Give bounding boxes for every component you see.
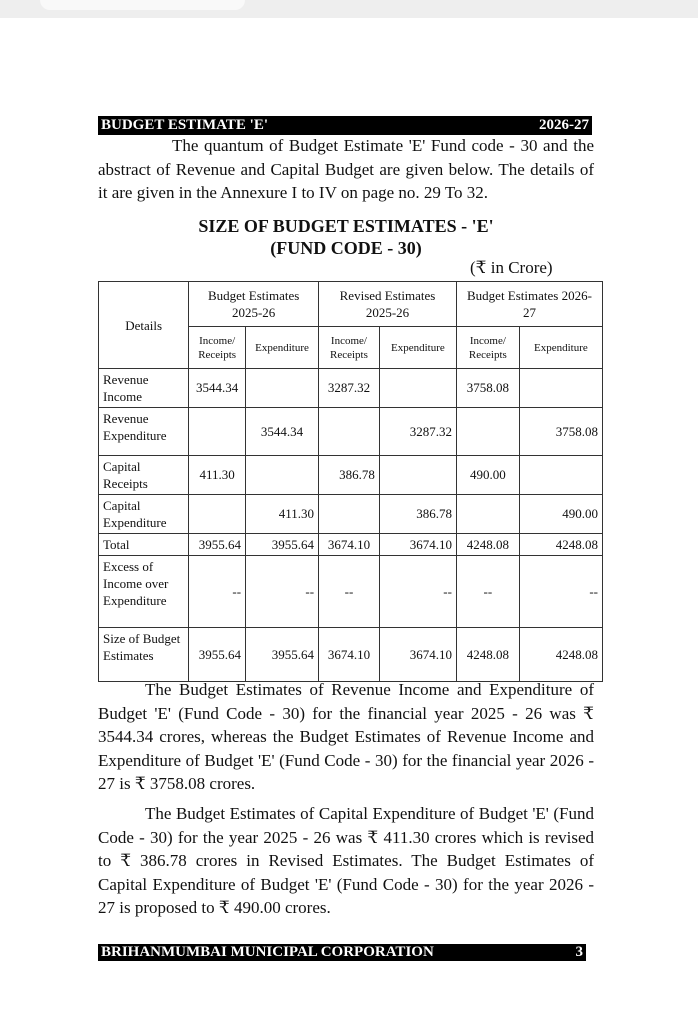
table-row: [99, 556, 603, 628]
paragraph-revenue: The Budget Estimates of Revenue Income and Expenditure of Budget 'E' (Fund Code - 30) for the financial year 2025 - 26 was ₹ 3544.34 crores, whereas the Budget Estimates of Revenue Income and Expenditure of Budget 'E' (Fund Code - 30) for the financial year 2026 - 27 is ₹ 3758.08 crores.: [98, 680, 594, 793]
subheader-expenditure: Expenditure: [379, 327, 456, 369]
table-cell: --: [456, 556, 519, 628]
intro-paragraph: The quantum of Budget Estimate 'E' Fund code - 30 and the abstract of Revenue and Capital Budget are given below. The details of it are given in the Annexure I to IV on page no. 29 To 32.: [98, 136, 594, 202]
subheader-income: Income/ Receipts: [189, 327, 246, 369]
section-subtitle: (FUND CODE - 30): [270, 238, 422, 258]
table-cell: 411.30: [189, 456, 246, 495]
row-label: Revenue Income: [99, 369, 189, 408]
table-cell: --: [189, 556, 246, 628]
footer-bar: [98, 944, 586, 961]
row-label: Excess of Income over Expenditure: [99, 556, 189, 628]
table-cell: 3287.32: [319, 369, 380, 408]
paragraph-capital: The Budget Estimates of Capital Expenditure of Budget 'E' (Fund Code - 30) for the year 2025 - 26 was ₹ 411.30 crores which is revised to ₹ 386.78 crores in Revised Estimates. The Budget Estimates of Capital Expenditure of Budget 'E' (Fund Code - 30) for the year 2026 - 27 is proposed to ₹ 490.00 crores.: [98, 804, 594, 917]
section-title: SIZE OF BUDGET ESTIMATES - 'E': [198, 216, 494, 236]
table-cell: 3544.34: [246, 408, 319, 456]
table-cell: [456, 495, 519, 534]
table-cell: [519, 456, 602, 495]
table-cell: 490.00: [519, 495, 602, 534]
subheader-expenditure: Expenditure: [519, 327, 602, 369]
table-cell: 3955.64: [189, 628, 246, 682]
table-row: [99, 369, 603, 408]
header-year: 2026-27: [539, 117, 589, 133]
table-cell: --: [319, 556, 380, 628]
table-row: [99, 408, 603, 456]
table-cell: 3758.08: [519, 408, 602, 456]
footer-organization: BRIHANMUMBAI MUNICIPAL CORPORATION: [101, 944, 434, 960]
table-cell: 3544.34: [189, 369, 246, 408]
group-header: Budget Estimates 2025-26: [189, 282, 319, 327]
subheader-expenditure: Expenditure: [246, 327, 319, 369]
table-cell: [519, 369, 602, 408]
table-cell: 4248.08: [519, 534, 602, 556]
table-cell: 386.78: [319, 456, 380, 495]
group-header: Revised Estimates 2025-26: [319, 282, 457, 327]
table-cell: --: [246, 556, 319, 628]
table-header-row: [99, 282, 603, 327]
row-label: Capital Expenditure: [99, 495, 189, 534]
table-row: [99, 495, 603, 534]
subheader-income: Income/ Receipts: [319, 327, 380, 369]
table-row-total: [99, 534, 603, 556]
table-cell: --: [519, 556, 602, 628]
table-cell: 3674.10: [319, 534, 380, 556]
table-cell: [379, 456, 456, 495]
header-title: BUDGET ESTIMATE 'E': [101, 117, 268, 133]
table-cell: 411.30: [246, 495, 319, 534]
table-cell: [456, 408, 519, 456]
table-cell: 3674.10: [379, 628, 456, 682]
page-number: 3: [575, 944, 583, 960]
table-cell: --: [379, 556, 456, 628]
table-cell: 4248.08: [519, 628, 602, 682]
table-cell: 490.00: [456, 456, 519, 495]
table-cell: 3287.32: [379, 408, 456, 456]
top-pill: [40, 0, 245, 10]
table-cell: [189, 495, 246, 534]
table-cell: [246, 456, 319, 495]
budget-table: [98, 281, 603, 682]
table-cell: 4248.08: [456, 628, 519, 682]
group-header: Budget Estimates 2026-27: [456, 282, 602, 327]
subheader-income: Income/ Receipts: [456, 327, 519, 369]
row-label: Size of Budget Estimates: [99, 628, 189, 682]
table-cell: 3758.08: [456, 369, 519, 408]
table-cell: [319, 408, 380, 456]
row-label: Total: [99, 534, 189, 556]
table-row: [99, 628, 603, 682]
table-cell: [319, 495, 380, 534]
unit-label: (₹ in Crore): [470, 258, 553, 277]
table-cell: 3955.64: [189, 534, 246, 556]
header-bar: [98, 116, 592, 135]
table-cell: 4248.08: [456, 534, 519, 556]
table-cell: 386.78: [379, 495, 456, 534]
table-cell: 3955.64: [246, 534, 319, 556]
table-row: [99, 456, 603, 495]
table-cell: [189, 408, 246, 456]
table-cell: [246, 369, 319, 408]
table-cell: 3674.10: [319, 628, 380, 682]
table-cell: [379, 369, 456, 408]
row-label: Capital Receipts: [99, 456, 189, 495]
details-header: Details: [99, 282, 189, 369]
row-label: Revenue Expenditure: [99, 408, 189, 456]
table-cell: 3674.10: [379, 534, 456, 556]
table-cell: 3955.64: [246, 628, 319, 682]
